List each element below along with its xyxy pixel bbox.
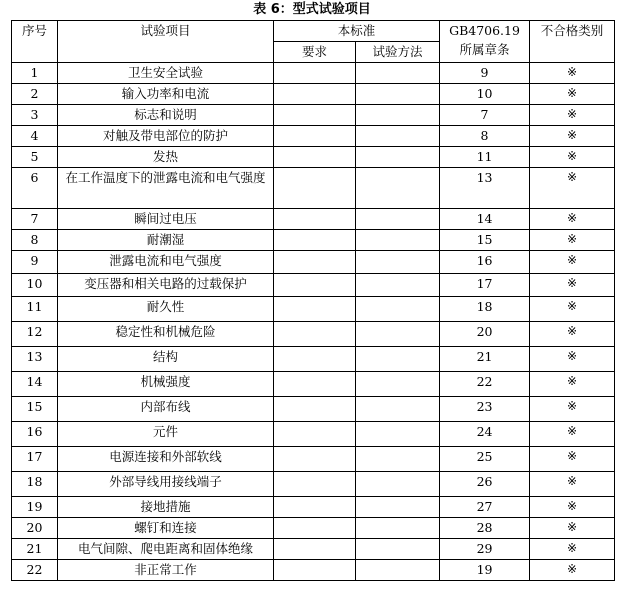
row-item: 泄露电流和电气强度	[58, 251, 274, 274]
row-requirement	[274, 209, 356, 230]
row-item: 发热	[58, 147, 274, 168]
row-category: ※	[530, 230, 615, 251]
row-item: 元件	[58, 422, 274, 447]
row-no: 20	[12, 518, 58, 539]
row-no: 18	[12, 472, 58, 497]
row-method	[356, 347, 440, 372]
row-category: ※	[530, 347, 615, 372]
table-row	[12, 84, 615, 105]
row-requirement	[274, 63, 356, 84]
row-clause: 26	[440, 472, 530, 497]
row-category: ※	[530, 84, 615, 105]
table-row	[12, 322, 615, 347]
row-clause: 22	[440, 372, 530, 397]
table-row	[12, 518, 615, 539]
table-row	[12, 168, 615, 209]
row-method	[356, 147, 440, 168]
row-category: ※	[530, 560, 615, 581]
row-category: ※	[530, 168, 615, 209]
row-clause: 10	[440, 84, 530, 105]
row-requirement	[274, 251, 356, 274]
row-no: 21	[12, 539, 58, 560]
row-requirement	[274, 497, 356, 518]
table-row	[12, 372, 615, 397]
row-requirement	[274, 274, 356, 297]
row-category: ※	[530, 447, 615, 472]
row-item: 电源连接和外部软线	[58, 447, 274, 472]
row-no: 22	[12, 560, 58, 581]
row-item: 内部布线	[58, 397, 274, 422]
row-requirement	[274, 84, 356, 105]
row-category: ※	[530, 397, 615, 422]
table-row	[12, 422, 615, 447]
row-method	[356, 274, 440, 297]
table-row	[12, 560, 615, 581]
row-requirement	[274, 297, 356, 322]
table-row	[12, 230, 615, 251]
row-requirement	[274, 230, 356, 251]
table-row	[12, 126, 615, 147]
row-item: 结构	[58, 347, 274, 372]
row-clause: 15	[440, 230, 530, 251]
table-title: 表 6：型式试验项目	[253, 2, 371, 17]
row-no: 3	[12, 105, 58, 126]
row-clause: 24	[440, 422, 530, 447]
row-item: 耐久性	[58, 297, 274, 322]
table-row	[12, 274, 615, 297]
row-no: 9	[12, 251, 58, 274]
header-item: 试验项目	[58, 21, 274, 63]
row-clause: 18	[440, 297, 530, 322]
row-no: 15	[12, 397, 58, 422]
row-no: 2	[12, 84, 58, 105]
row-requirement	[274, 472, 356, 497]
row-no: 16	[12, 422, 58, 447]
row-requirement	[274, 105, 356, 126]
header-method: 试验方法	[356, 42, 440, 63]
table-row	[12, 347, 615, 372]
row-requirement	[274, 168, 356, 209]
row-no: 12	[12, 322, 58, 347]
header-requirement: 要求	[274, 42, 356, 63]
row-category: ※	[530, 126, 615, 147]
row-method	[356, 322, 440, 347]
row-method	[356, 518, 440, 539]
row-category: ※	[530, 497, 615, 518]
row-category: ※	[530, 209, 615, 230]
row-item: 非正常工作	[58, 560, 274, 581]
row-method	[356, 251, 440, 274]
row-method	[356, 105, 440, 126]
row-requirement	[274, 447, 356, 472]
row-method	[356, 168, 440, 209]
row-clause: 21	[440, 347, 530, 372]
row-category: ※	[530, 274, 615, 297]
row-no: 1	[12, 63, 58, 84]
table-row	[12, 209, 615, 230]
row-item: 变压器和相关电路的过载保护	[58, 274, 274, 297]
row-no: 5	[12, 147, 58, 168]
row-category: ※	[530, 297, 615, 322]
row-category: ※	[530, 472, 615, 497]
row-method	[356, 497, 440, 518]
row-category: ※	[530, 251, 615, 274]
row-method	[356, 63, 440, 84]
row-requirement	[274, 147, 356, 168]
table-row	[12, 397, 615, 422]
row-clause: 23	[440, 397, 530, 422]
header-gb-line2: 所属章条	[459, 42, 510, 57]
row-requirement	[274, 372, 356, 397]
table-row	[12, 105, 615, 126]
row-clause: 7	[440, 105, 530, 126]
row-method	[356, 84, 440, 105]
row-no: 19	[12, 497, 58, 518]
row-method	[356, 447, 440, 472]
row-item: 耐潮湿	[58, 230, 274, 251]
row-no: 13	[12, 347, 58, 372]
row-clause: 19	[440, 560, 530, 581]
row-no: 10	[12, 274, 58, 297]
header-category: 不合格类别	[530, 21, 615, 63]
row-clause: 17	[440, 274, 530, 297]
row-clause: 25	[440, 447, 530, 472]
row-no: 6	[12, 168, 58, 209]
row-requirement	[274, 518, 356, 539]
table-row	[12, 539, 615, 560]
row-method	[356, 230, 440, 251]
header-no: 序号	[12, 21, 58, 63]
row-method	[356, 397, 440, 422]
row-item: 电气间隙、爬电距离和固体绝缘	[58, 539, 274, 560]
row-method	[356, 297, 440, 322]
row-clause: 14	[440, 209, 530, 230]
row-method	[356, 560, 440, 581]
row-requirement	[274, 126, 356, 147]
row-no: 7	[12, 209, 58, 230]
row-requirement	[274, 322, 356, 347]
row-requirement	[274, 539, 356, 560]
table-row	[12, 297, 615, 322]
row-method	[356, 209, 440, 230]
table-row	[12, 497, 615, 518]
row-clause: 9	[440, 63, 530, 84]
table-row	[12, 147, 615, 168]
row-item: 标志和说明	[58, 105, 274, 126]
table-row	[12, 63, 615, 84]
table-row	[12, 447, 615, 472]
row-clause: 29	[440, 539, 530, 560]
row-requirement	[274, 397, 356, 422]
row-method	[356, 472, 440, 497]
row-item: 外部导线用接线端子	[58, 472, 274, 497]
row-item: 稳定性和机械危险	[58, 322, 274, 347]
row-category: ※	[530, 63, 615, 84]
row-category: ※	[530, 147, 615, 168]
row-clause: 8	[440, 126, 530, 147]
row-method	[356, 539, 440, 560]
row-no: 4	[12, 126, 58, 147]
row-method	[356, 422, 440, 447]
row-requirement	[274, 560, 356, 581]
table-row	[12, 251, 615, 274]
row-item: 螺钉和连接	[58, 518, 274, 539]
row-no: 11	[12, 297, 58, 322]
row-method	[356, 372, 440, 397]
row-item: 接地措施	[58, 497, 274, 518]
row-method	[356, 126, 440, 147]
row-category: ※	[530, 422, 615, 447]
row-clause: 11	[440, 147, 530, 168]
row-no: 8	[12, 230, 58, 251]
row-item: 输入功率和电流	[58, 84, 274, 105]
row-requirement	[274, 422, 356, 447]
row-category: ※	[530, 539, 615, 560]
row-item: 卫生安全试验	[58, 63, 274, 84]
header-gb-clause	[440, 21, 530, 63]
row-requirement	[274, 347, 356, 372]
row-no: 17	[12, 447, 58, 472]
row-clause: 16	[440, 251, 530, 274]
row-clause: 27	[440, 497, 530, 518]
table-row	[12, 472, 615, 497]
row-item: 瞬间过电压	[58, 209, 274, 230]
row-category: ※	[530, 518, 615, 539]
row-category: ※	[530, 322, 615, 347]
row-category: ※	[530, 372, 615, 397]
row-no: 14	[12, 372, 58, 397]
row-clause: 20	[440, 322, 530, 347]
row-category: ※	[530, 105, 615, 126]
row-clause: 13	[440, 168, 530, 209]
table-body	[12, 63, 615, 581]
header-standard: 本标准	[274, 21, 440, 42]
row-item: 对触及带电部位的防护	[58, 126, 274, 147]
row-item: 在工作温度下的泄露电流和电气强度	[58, 168, 274, 209]
row-item: 机械强度	[58, 372, 274, 397]
header-gb-line1: GB4706.19	[449, 23, 520, 38]
type-test-table	[11, 20, 615, 581]
row-clause: 28	[440, 518, 530, 539]
